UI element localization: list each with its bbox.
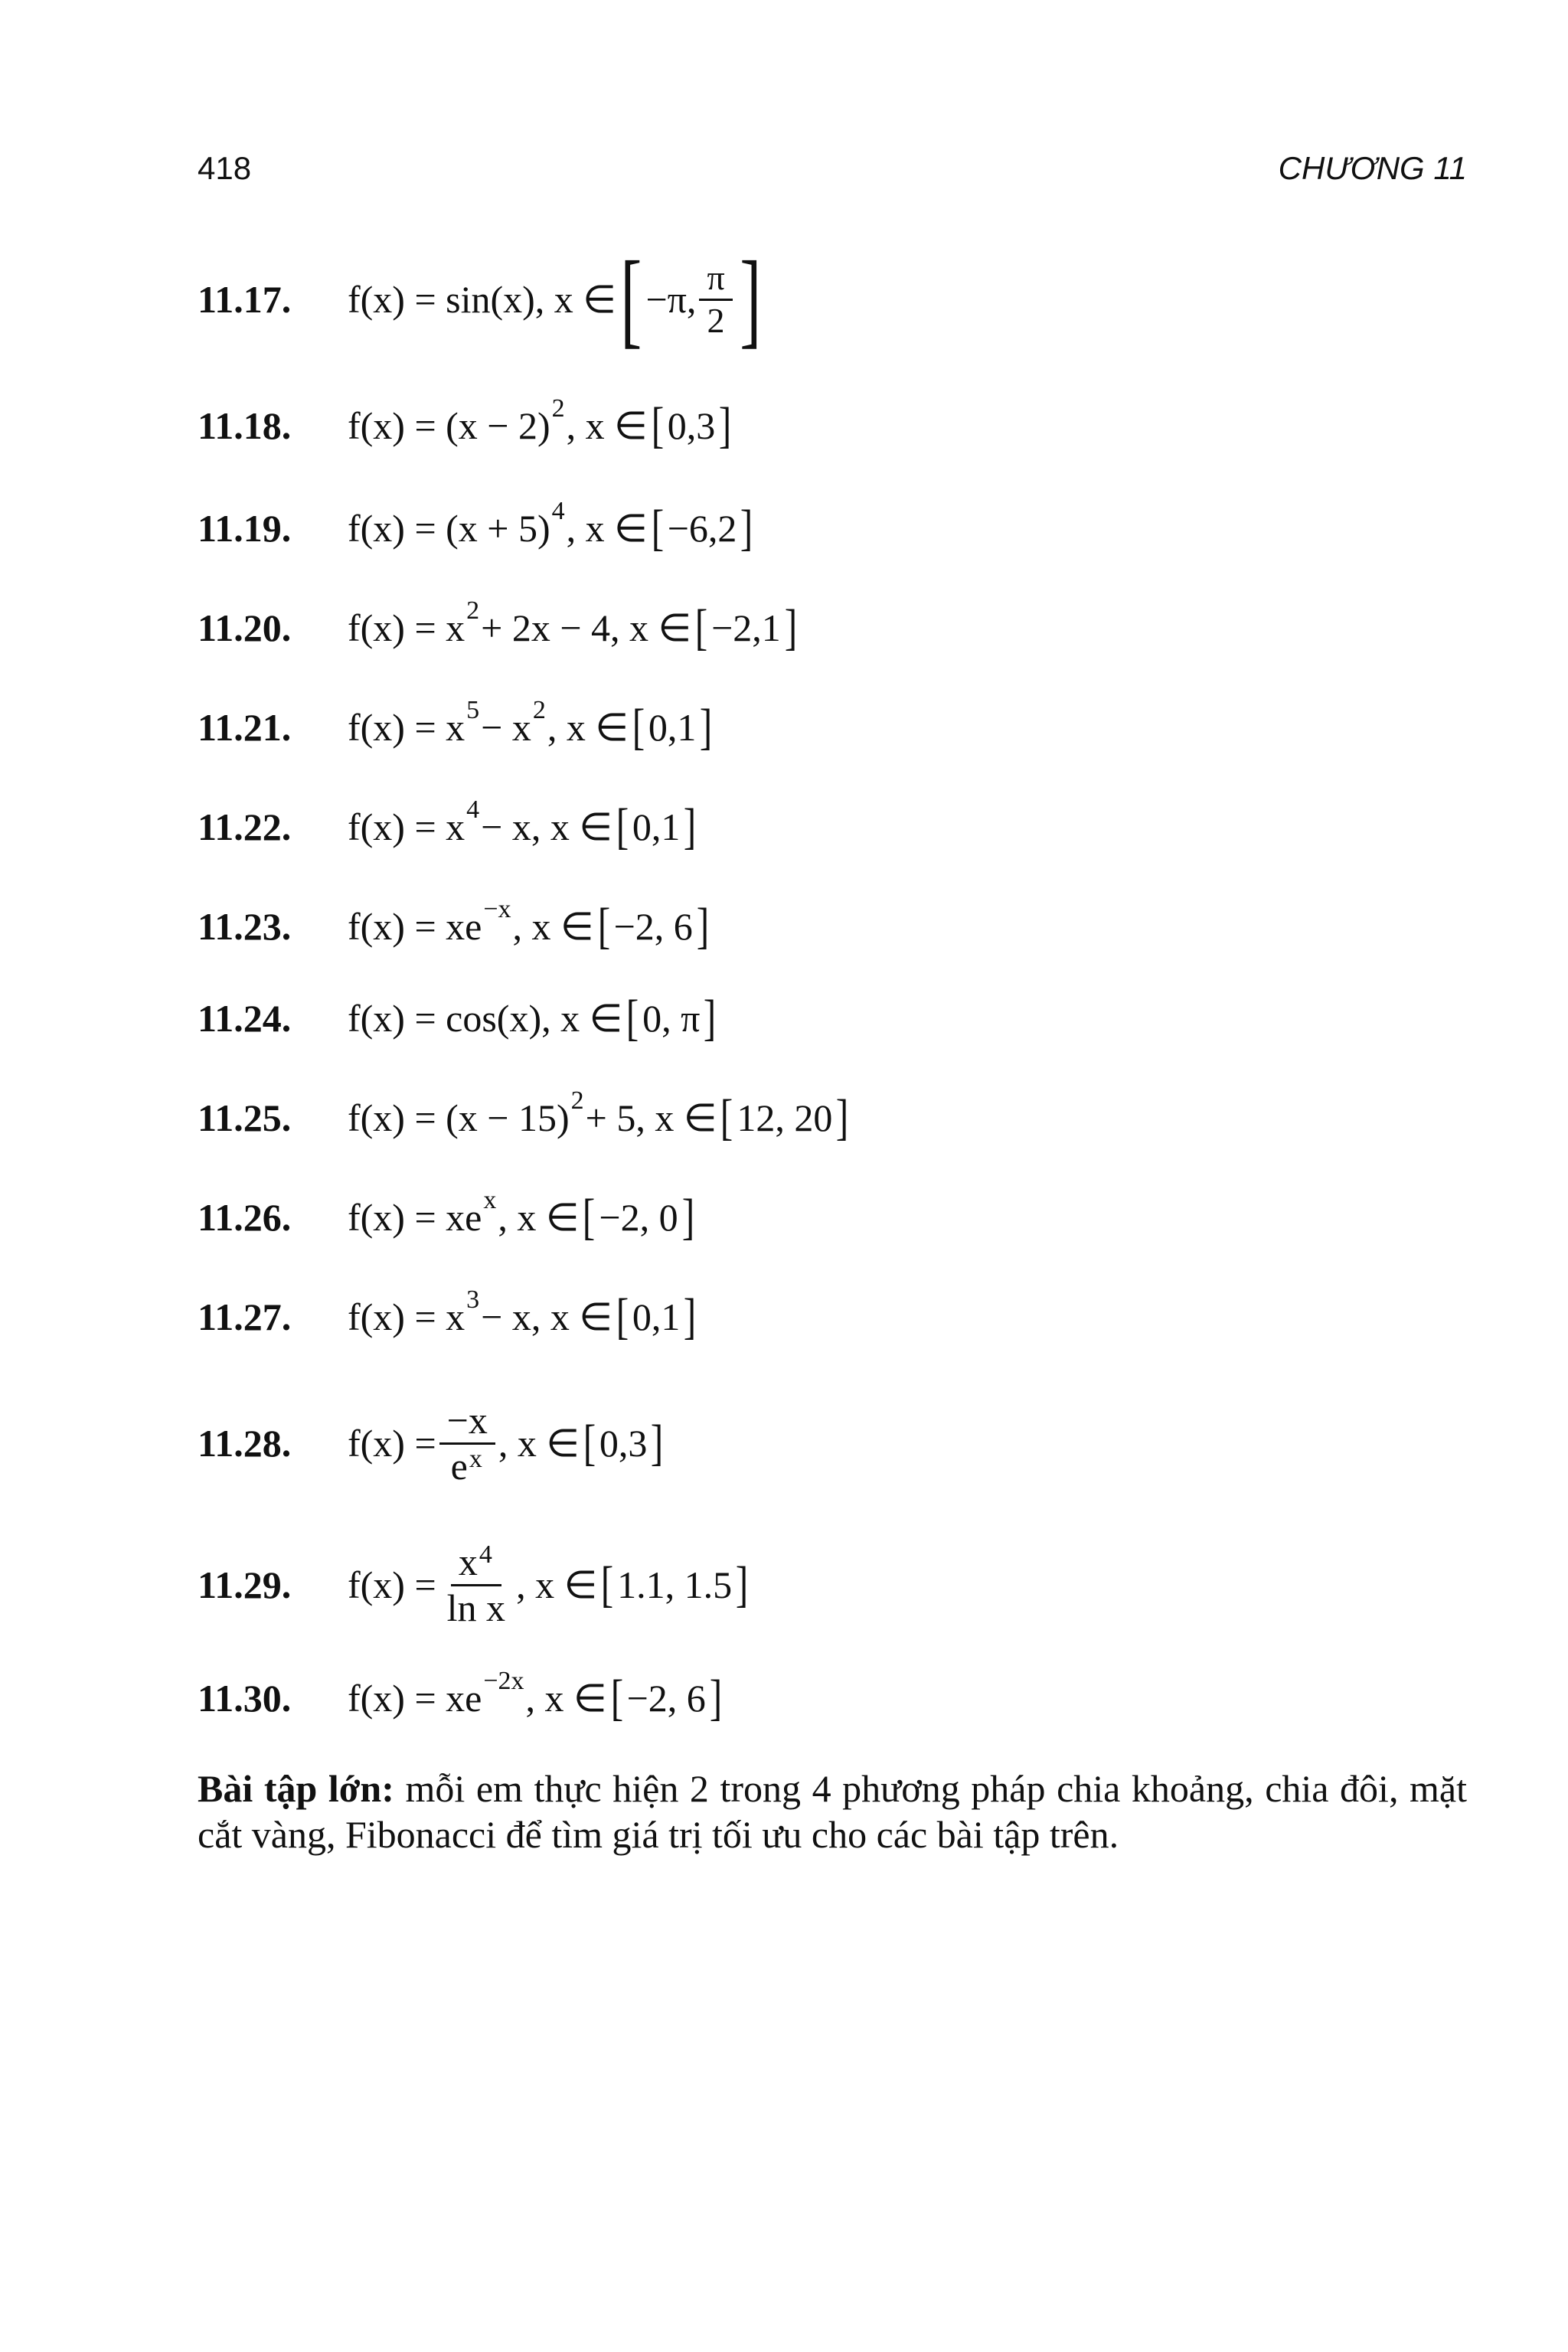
- exponent: x: [469, 1444, 482, 1473]
- exponent: 2: [466, 596, 480, 625]
- right-bracket: ]: [709, 1670, 723, 1726]
- exercise-number: 11.26.: [198, 1196, 292, 1239]
- denominator-base: e: [450, 1444, 468, 1488]
- exercise-formula: [348, 1186, 698, 1245]
- formula-lhs: f(x) =: [348, 1422, 436, 1465]
- exercise-11-22: [198, 789, 700, 865]
- exercise-11-21: [198, 689, 716, 766]
- right-bracket: ]: [684, 799, 697, 854]
- formula-fraction: [439, 1542, 513, 1628]
- exercise-number: 11.25.: [198, 1096, 292, 1139]
- interval-values: 0,1: [648, 706, 697, 749]
- exercise-number: 11.17.: [198, 278, 292, 321]
- formula-lhs: f(x) = cos(x), x ∈: [348, 997, 623, 1040]
- exercise-number: 11.21.: [198, 706, 292, 749]
- exercise-number: 11.27.: [198, 1295, 292, 1338]
- assignment-text: mỗi em thực hiện 2 trong 4 phương pháp chia khoảng, chia đôi, mặt cắt vàng, Fibonacci để tìm giá trị tối ưu cho các bài tập trên.: [198, 1767, 1467, 1856]
- right-bracket: ]: [684, 1289, 697, 1344]
- exercise-formula: [348, 240, 765, 358]
- exercise-11-27: [198, 1279, 700, 1355]
- exercise-11-30: [198, 1660, 726, 1736]
- right-bracket: ]: [696, 898, 710, 954]
- interval-values: −6,2: [667, 507, 737, 550]
- formula-lhs: f(x) = (x − 15): [348, 1096, 570, 1139]
- left-bracket: [: [651, 500, 664, 556]
- interval-values: 0,3: [667, 404, 716, 447]
- exercise-formula: [348, 394, 735, 453]
- formula-domain: + 5, x ∈: [585, 1096, 717, 1139]
- exercise-11-24: [198, 980, 720, 1057]
- exercise-formula: [348, 895, 713, 954]
- page-number: 418: [198, 150, 252, 186]
- left-bracket: [: [720, 1089, 733, 1145]
- exponent: 3: [466, 1285, 480, 1314]
- exercise-11-25: [198, 1080, 852, 1156]
- exercise-formula: [348, 1542, 752, 1628]
- right-bracket: ]: [681, 1189, 694, 1245]
- exercise-number: 11.22.: [198, 805, 292, 848]
- fraction-numerator: [451, 1542, 501, 1586]
- interval-values: 0,1: [632, 805, 681, 848]
- fraction-numerator: −x: [439, 1400, 495, 1445]
- fraction-numerator: π: [699, 260, 732, 300]
- exercise-number: 11.28.: [198, 1422, 292, 1465]
- left-bracket: [: [600, 1557, 614, 1612]
- exercise-11-26: [198, 1179, 698, 1256]
- left-bracket: [: [651, 397, 664, 453]
- exercise-formula: [348, 1086, 852, 1145]
- formula-lhs: f(x) = (x + 5): [348, 507, 550, 550]
- assignment-paragraph: [198, 1766, 1467, 1857]
- exercise-formula: [348, 1285, 700, 1344]
- left-bracket: [: [632, 699, 645, 755]
- formula-lhs: f(x) = x: [348, 606, 466, 649]
- interval-values: 0,1: [632, 1295, 681, 1338]
- formula-lhs: f(x) = x: [348, 706, 466, 749]
- exercise-11-23: [198, 888, 713, 965]
- exercise-formula: [348, 1400, 667, 1486]
- left-bracket: [: [616, 1289, 629, 1344]
- right-bracket: ]: [836, 1089, 849, 1145]
- exercise-11-17: [198, 240, 765, 358]
- interval-values: 12, 20: [737, 1096, 833, 1139]
- exercise-11-28: [198, 1386, 667, 1501]
- exercise-number: 11.19.: [198, 507, 292, 550]
- left-bracket: [: [597, 898, 610, 954]
- right-bracket: ]: [739, 240, 761, 358]
- exponent: 4: [479, 1540, 492, 1569]
- exercise-number: 11.20.: [198, 606, 292, 649]
- formula-lhs: f(x) = (x − 2): [348, 404, 550, 447]
- fraction-denominator: ln x: [446, 1586, 506, 1629]
- exponent: 4: [551, 497, 565, 525]
- right-bracket: ]: [651, 1415, 664, 1471]
- exercise-formula: [348, 795, 700, 854]
- fraction-denominator: [443, 1445, 492, 1487]
- exercise-formula: [348, 990, 720, 1046]
- formula-domain: , x ∈: [547, 706, 629, 749]
- formula-domain: , x ∈: [566, 404, 648, 447]
- left-bracket: [: [616, 799, 629, 854]
- exercise-formula: [348, 1667, 726, 1726]
- formula-lhs: f(x) = xe: [348, 905, 482, 948]
- exercise-11-20: [198, 590, 801, 666]
- formula-domain: , x ∈: [512, 905, 594, 948]
- exponent: 4: [466, 795, 480, 824]
- right-bracket: ]: [704, 990, 717, 1046]
- exercise-number: 11.23.: [198, 905, 292, 948]
- exercise-formula: [348, 596, 801, 655]
- exponent: 2: [570, 1086, 584, 1115]
- exercise-11-29: [198, 1524, 752, 1646]
- formula-fraction: [439, 1400, 495, 1486]
- exercise-number: 11.24.: [198, 997, 292, 1040]
- numerator-base: x: [458, 1540, 478, 1583]
- exponent: 2: [551, 394, 565, 423]
- interval-values: −2, 6: [613, 905, 693, 948]
- right-bracket: ]: [784, 599, 798, 655]
- interval-values: −2, 0: [599, 1196, 678, 1239]
- exercise-11-19: [198, 490, 756, 567]
- formula-lhs: f(x) = xe: [348, 1196, 482, 1239]
- interval-values: −2, 6: [626, 1677, 706, 1720]
- formula-lhs: f(x) = x: [348, 1295, 466, 1338]
- formula-domain: , x ∈: [566, 507, 648, 550]
- interval-values: −2,1: [711, 606, 781, 649]
- formula-middle: − x: [481, 706, 531, 749]
- exercise-11-18: [198, 387, 735, 464]
- formula-lhs: f(x) = xe: [348, 1677, 482, 1720]
- exponent: −2x: [483, 1667, 524, 1695]
- pi-over-two-fraction: [699, 260, 732, 339]
- interval-values: 0, π: [642, 997, 701, 1040]
- exercise-formula: [348, 696, 716, 755]
- assignment-label: Bài tập lớn:: [198, 1767, 394, 1810]
- right-bracket: ]: [718, 397, 732, 453]
- exponent: −x: [483, 895, 511, 923]
- left-bracket: [: [610, 1670, 623, 1726]
- exponent: 2: [532, 696, 546, 724]
- formula-lhs: f(x) = x: [348, 805, 466, 848]
- fraction-denominator: 2: [707, 300, 725, 340]
- formula-domain: , x ∈: [516, 1563, 598, 1606]
- formula-lhs: f(x) = sin(x), x ∈: [348, 278, 616, 321]
- exponent: x: [483, 1186, 497, 1214]
- interval-start: −π,: [645, 278, 697, 321]
- exercise-number: 11.30.: [198, 1677, 292, 1720]
- left-bracket: [: [583, 1189, 596, 1245]
- formula-domain: − x, x ∈: [481, 805, 612, 848]
- exercise-number: 11.29.: [198, 1563, 292, 1606]
- right-bracket: ]: [735, 1557, 749, 1612]
- exercise-number: 11.18.: [198, 404, 292, 447]
- exercise-formula: [348, 497, 756, 556]
- formula-lhs: f(x) =: [348, 1563, 436, 1606]
- chapter-title: CHƯƠNG 11: [1278, 150, 1467, 186]
- right-bracket: ]: [740, 500, 753, 556]
- formula-domain: , x ∈: [498, 1196, 580, 1239]
- formula-domain: − x, x ∈: [481, 1295, 612, 1338]
- left-bracket: [: [620, 240, 642, 358]
- formula-domain: , x ∈: [525, 1677, 607, 1720]
- left-bracket: [: [583, 1415, 596, 1471]
- right-bracket: ]: [700, 699, 713, 755]
- left-bracket: [: [694, 599, 708, 655]
- left-bracket: [: [626, 990, 639, 1046]
- formula-domain: , x ∈: [498, 1422, 580, 1465]
- interval-values: 0,3: [599, 1422, 648, 1465]
- interval-values: 1.1, 1.5: [617, 1563, 733, 1606]
- formula-domain: + 2x − 4, x ∈: [481, 606, 692, 649]
- exponent: 5: [466, 696, 480, 724]
